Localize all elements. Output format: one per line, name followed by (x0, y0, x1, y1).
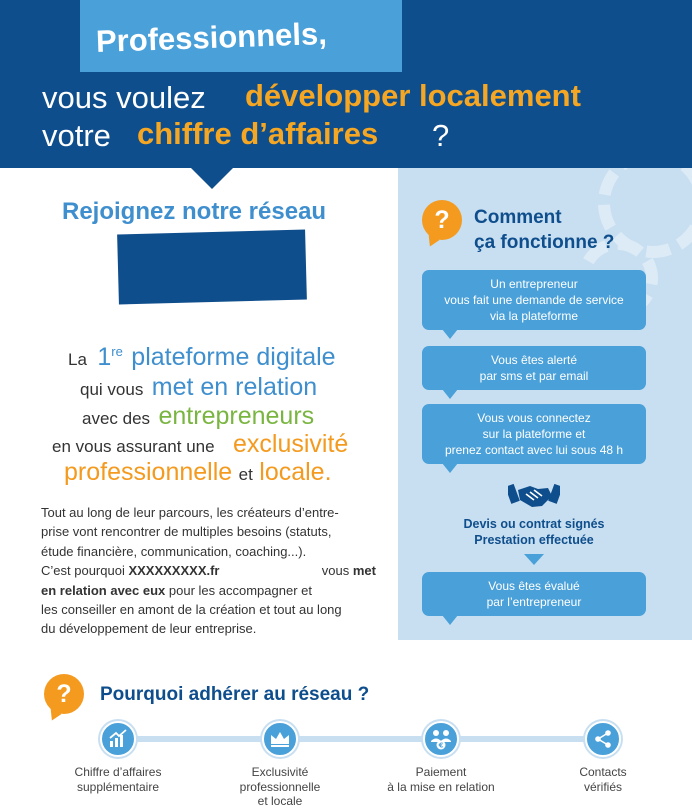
pitch-line-3: avec des entrepreneurs (82, 402, 315, 430)
step-alert: Vous êtes alerté par sms et par email (422, 346, 646, 390)
description-paragraph: Tout au long de leur parcours, les créateurs d’entre- prise vont rencontrer de multiples besoins (statuts, étude financière, communication, coaching...). C’est pourquoi XXXXXXXXX.fr vous met en relation avec eux pour les accompagner et les conseiller en amont de la création et tout au long du développement de leur entreprise. (41, 505, 376, 637)
svg-text:€: € (438, 741, 444, 750)
crown-icon (262, 721, 298, 757)
how-it-works-title: Comment ça fonctionne ? (474, 207, 615, 253)
share-icon (585, 721, 621, 757)
chart-growth-icon (100, 721, 136, 757)
header-line2-prefix: vous voulez (42, 80, 206, 115)
header-pointer (190, 167, 234, 189)
logo-placeholder (117, 230, 307, 305)
step-request: Un entrepreneur vous fait une demande de service via la plateforme (422, 270, 646, 330)
header-line3-highlight: chiffre d’affaires (137, 116, 379, 151)
benefit-revenue: Chiffre d’affaires supplémentaire (74, 765, 162, 794)
why-join-title: Pourquoi adhérer au réseau ? (100, 684, 370, 705)
step-connect: Vous vous connectez sur la plateforme et prenez contact avec lui sous 48 h (422, 404, 646, 464)
header-line2-highlight: développer localement (245, 78, 581, 113)
benefit-exclusivity: Exclusivité professionnelle et locale (239, 765, 321, 808)
header-title-professionnels: Professionnels, (95, 15, 328, 59)
question-icon: ? (44, 674, 84, 714)
header-line3-prefix: votre (42, 118, 111, 153)
pitch-line-1: La 1re plateforme digitale (68, 343, 336, 371)
benefit-contacts: Contacts vérifiés (579, 765, 627, 794)
result-text: Devis ou contrat signés Prestation effectuée (463, 517, 605, 547)
pitch-line-4: en vous assurant une exclusivité (52, 430, 349, 458)
benefit-payment: Paiement à la mise en relation (387, 765, 495, 794)
join-network-title: Rejoignez notre réseau (62, 198, 327, 225)
step-evaluated: Vous êtes évalué par l’entrepreneur (422, 572, 646, 616)
handshake-icon (508, 480, 560, 510)
benefits-timeline (118, 736, 606, 742)
header-line3-suffix: ? (432, 118, 450, 153)
euro-people-icon (423, 721, 459, 757)
down-arrow-icon (524, 554, 544, 565)
pitch-line-5: professionnelle et locale. (64, 458, 332, 486)
question-icon: ? (422, 200, 462, 240)
pitch-line-2: qui vous met en relation (80, 373, 318, 401)
